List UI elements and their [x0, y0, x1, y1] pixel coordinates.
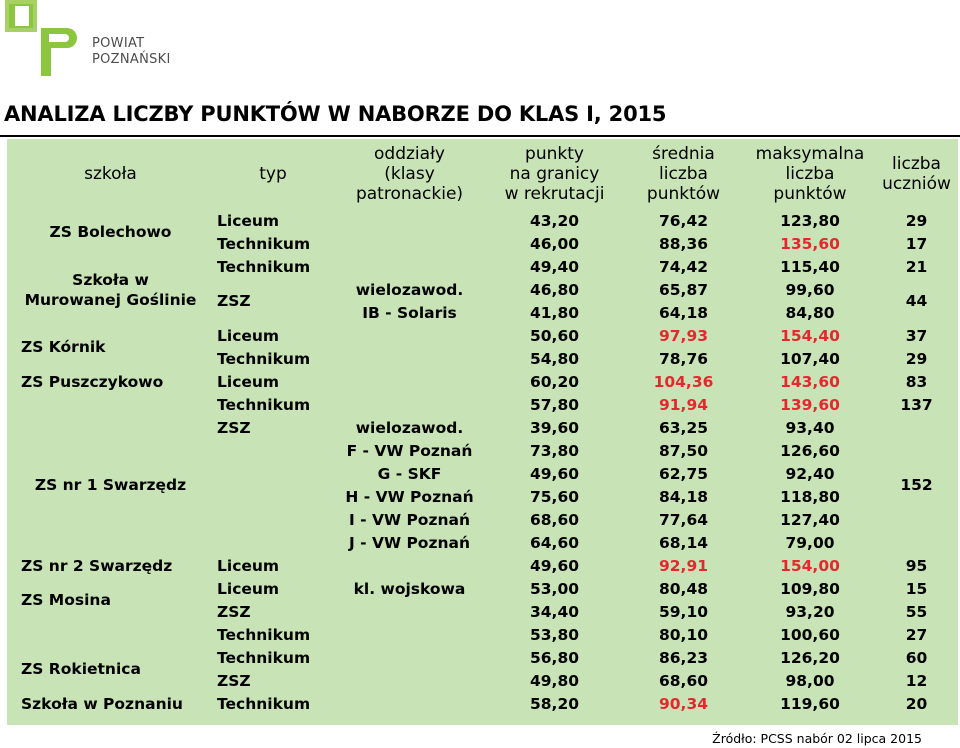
cell-average: 88,36 — [658, 234, 709, 253]
cell-maximum: 92,40 — [785, 464, 835, 483]
cell-average: 80,10 — [658, 625, 709, 644]
cell-maximum: 154,00 — [780, 556, 840, 575]
cell-department: wielozawod. — [355, 418, 464, 437]
cell-points: 60,20 — [529, 372, 580, 391]
cell-average: 86,23 — [658, 648, 709, 667]
cell-points: 57,80 — [529, 395, 580, 414]
cell-type: Technikum — [217, 234, 311, 253]
school-name: ZS Kórnik — [21, 338, 106, 356]
source-note: Źródło: PCSS nabór 02 lipca 2015 — [712, 731, 922, 746]
cell-maximum: 100,60 — [780, 625, 840, 644]
cell-type: Technikum — [217, 349, 311, 368]
cell-points: 54,80 — [529, 349, 580, 368]
cell-points: 56,80 — [529, 648, 580, 667]
cell-type: Liceum — [217, 326, 280, 345]
cell-maximum: 126,20 — [780, 648, 840, 667]
header-average: średnia liczba punktów — [646, 144, 721, 204]
cell-department: H - VW Poznań — [345, 487, 474, 506]
cell-students: 44 — [905, 292, 928, 310]
cell-maximum: 93,40 — [785, 418, 835, 437]
cell-points: 50,60 — [529, 326, 580, 345]
cell-maximum: 135,60 — [780, 234, 840, 253]
cell-points: 41,80 — [529, 303, 580, 322]
cell-average: 87,50 — [658, 441, 709, 460]
cell-maximum: 143,60 — [780, 372, 840, 391]
cell-type: ZSZ — [217, 418, 251, 437]
cell-average: 78,76 — [658, 349, 709, 368]
cell-type: ZSZ — [217, 671, 251, 690]
title-divider — [0, 135, 960, 137]
header-maximum: maksymalna liczba punktów — [755, 144, 865, 204]
cell-average: 91,94 — [658, 395, 709, 414]
cell-students: 20 — [905, 694, 928, 713]
cell-students: 27 — [905, 625, 928, 644]
recruitment-table — [7, 139, 958, 725]
cell-students: 60 — [905, 648, 928, 667]
cell-students: 29 — [905, 211, 928, 230]
cell-average: 90,34 — [658, 694, 709, 713]
cell-students: 29 — [905, 349, 928, 368]
cell-type: Technikum — [217, 648, 311, 667]
cell-students: 95 — [905, 556, 928, 575]
cell-students: 152 — [900, 476, 933, 494]
logo-line-1: POWIAT — [92, 36, 145, 51]
cell-type: ZSZ — [217, 292, 251, 310]
cell-points: 58,20 — [529, 694, 580, 713]
school-name: Szkoła w Poznaniu — [21, 694, 183, 713]
cell-maximum: 99,60 — [785, 280, 835, 299]
cell-maximum: 84,80 — [785, 303, 835, 322]
cell-type: Technikum — [217, 694, 311, 713]
cell-department: G - SKF — [377, 464, 442, 483]
cell-department: F - VW Poznań — [346, 441, 473, 460]
cell-points: 73,80 — [529, 441, 580, 460]
school-name: Szkoła w Murowanej Goślinie — [24, 270, 197, 309]
cell-type: Technikum — [217, 257, 311, 276]
school-name: ZS Puszczykowo — [21, 372, 164, 391]
cell-department: wielozawod. — [355, 280, 464, 299]
cell-department: J - VW Poznań — [348, 533, 471, 552]
cell-average: 77,64 — [658, 510, 709, 529]
cell-department: I - VW Poznań — [348, 510, 471, 529]
logo-text — [92, 36, 171, 68]
cell-average: 84,18 — [658, 487, 709, 506]
cell-type: Technikum — [217, 625, 311, 644]
cell-department: kl. wojskowa — [353, 579, 466, 598]
cell-students: 37 — [905, 326, 928, 345]
school-name: ZS Mosina — [21, 591, 111, 609]
cell-average: 64,18 — [658, 303, 709, 322]
cell-students: 15 — [905, 579, 928, 598]
school-name: ZS nr 1 Swarzędz — [34, 476, 187, 494]
logo-line-2: POZNAŃSKI — [92, 52, 171, 67]
cell-students: 137 — [900, 395, 933, 414]
cell-students: 55 — [905, 602, 928, 621]
cell-maximum: 98,00 — [785, 671, 835, 690]
cell-students: 12 — [905, 671, 928, 690]
cell-average: 104,36 — [653, 372, 714, 391]
cell-students: 17 — [905, 234, 928, 253]
cell-students: 21 — [905, 257, 928, 276]
school-name: ZS Rokietnica — [21, 660, 141, 678]
cell-maximum: 109,80 — [780, 579, 840, 598]
cell-maximum: 127,40 — [780, 510, 840, 529]
cell-maximum: 126,60 — [780, 441, 840, 460]
cell-department: IB - Solaris — [362, 303, 457, 322]
cell-type: Liceum — [217, 556, 280, 575]
cell-type: Liceum — [217, 372, 280, 391]
header-type: typ — [259, 164, 287, 184]
cell-points: 43,20 — [529, 211, 580, 230]
cell-average: 63,25 — [658, 418, 709, 437]
cell-points: 49,60 — [529, 556, 580, 575]
cell-maximum: 107,40 — [780, 349, 840, 368]
cell-maximum: 118,80 — [780, 487, 840, 506]
header-students: liczba uczniów — [882, 154, 951, 194]
header-departments: oddziały (klasy patronackie) — [355, 144, 464, 204]
cell-average: 92,91 — [658, 556, 709, 575]
cell-maximum: 93,20 — [785, 602, 835, 621]
cell-maximum: 79,00 — [785, 533, 835, 552]
cell-points: 75,60 — [529, 487, 580, 506]
cell-average: 76,42 — [658, 211, 709, 230]
cell-maximum: 119,60 — [780, 694, 840, 713]
school-name: ZS Bolechowo — [49, 223, 172, 241]
cell-type: Technikum — [217, 395, 311, 414]
cell-points: 49,40 — [529, 257, 580, 276]
header-points: punkty na granicy w rekrutacji — [504, 144, 605, 204]
cell-points: 68,60 — [529, 510, 580, 529]
cell-type: Liceum — [217, 211, 280, 230]
cell-points: 64,60 — [529, 533, 580, 552]
cell-average: 68,60 — [658, 671, 709, 690]
cell-type: Liceum — [217, 579, 280, 598]
cell-average: 59,10 — [658, 602, 709, 621]
header-school: szkoła — [84, 164, 137, 184]
cell-points: 46,80 — [529, 280, 580, 299]
cell-points: 53,80 — [529, 625, 580, 644]
cell-average: 97,93 — [658, 326, 709, 345]
cell-average: 62,75 — [658, 464, 709, 483]
cell-points: 49,80 — [529, 671, 580, 690]
cell-points: 53,00 — [529, 579, 580, 598]
cell-students: 83 — [905, 372, 928, 391]
cell-average: 65,87 — [658, 280, 709, 299]
cell-average: 80,48 — [658, 579, 709, 598]
school-name: ZS nr 2 Swarzędz — [21, 556, 173, 575]
cell-average: 68,14 — [658, 533, 709, 552]
cell-points: 39,60 — [529, 418, 580, 437]
cell-average: 74,42 — [658, 257, 709, 276]
powiat-poznanski-logo — [5, 0, 85, 76]
cell-points: 34,40 — [529, 602, 580, 621]
page-title: ANALIZA LICZBY PUNKTÓW W NABORZE DO KLAS I, 2015 — [4, 102, 667, 126]
cell-maximum: 154,40 — [780, 326, 840, 345]
cell-points: 46,00 — [529, 234, 580, 253]
cell-maximum: 139,60 — [780, 395, 840, 414]
cell-maximum: 115,40 — [780, 257, 840, 276]
cell-maximum: 123,80 — [780, 211, 840, 230]
cell-type: ZSZ — [217, 602, 251, 621]
cell-points: 49,60 — [529, 464, 580, 483]
